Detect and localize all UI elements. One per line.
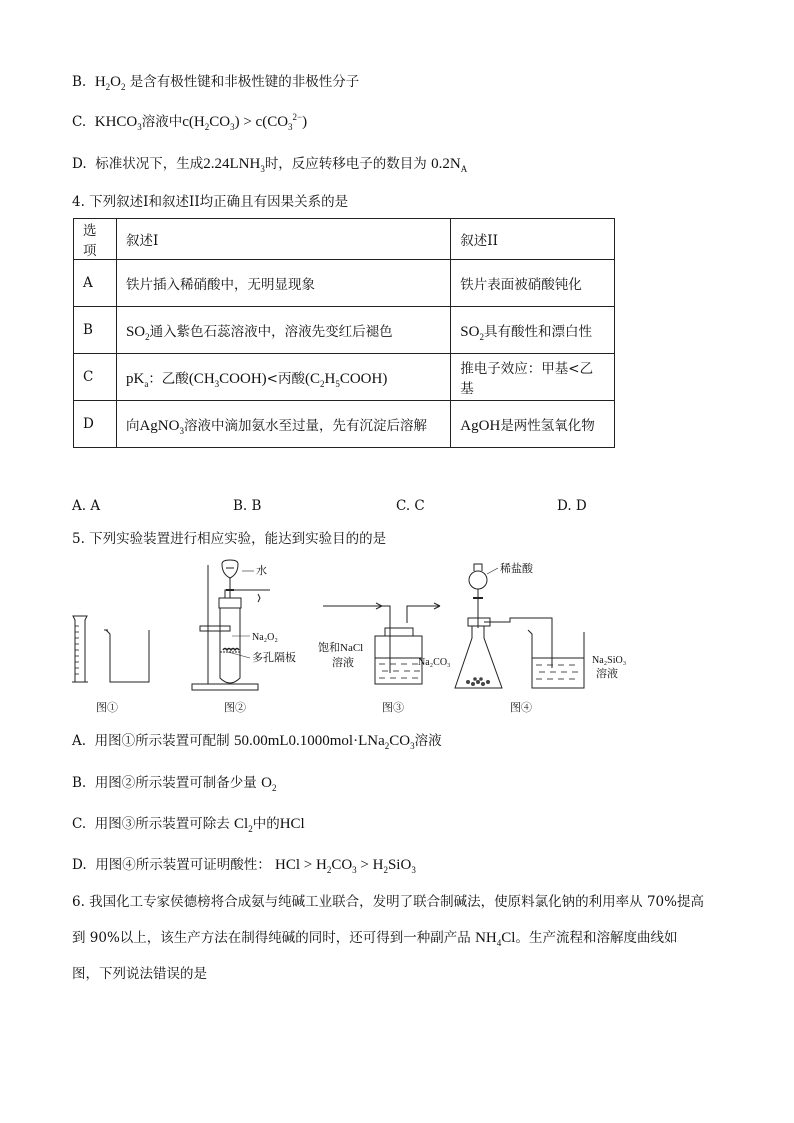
label-solution-4: 溶液	[596, 668, 618, 680]
label-porous-plate: 多孔隔板	[252, 652, 296, 664]
table-header-row	[74, 219, 615, 260]
q5-option-b: B. 用图②所示装置可制备少量 $O_2$	[72, 775, 277, 793]
formula-02na: $0.2N_A$	[431, 156, 468, 174]
q5-option-a: A. 用图①所示装置可配制 $50.00mL0.1000mol\cdot LNa_2CO_3$溶液	[72, 733, 442, 751]
formula-224l-nh3: $2.24LNH_3$	[203, 156, 265, 174]
header-statement-1: 叙述I	[116, 219, 450, 260]
label-dilute-hcl: 稀盐酸	[500, 563, 533, 575]
formula-concentration: $50.00mL0.1000mol\cdot LNa_2CO_3$	[233, 733, 415, 751]
header-statement-2: 叙述II	[451, 219, 615, 260]
figure-1-cylinder-beaker	[72, 616, 149, 682]
formula-c2h5cooh: $(C_2H_5COOH)$	[304, 370, 388, 389]
formula-so2: $SO_2$	[460, 323, 484, 342]
caption-fig2: 图②	[224, 702, 246, 714]
table-row: D 向AgNO$_3$溶液中滴加氨水至过量，先有沉淀后溶解 AgOH是两性氢氧化物	[74, 401, 615, 448]
formula-cl2: $Cl_2$	[234, 816, 253, 834]
formula-agoh: AgOH	[460, 417, 501, 434]
label-na2o2: Na₂O₂	[252, 632, 278, 643]
q3-option-b: B. $H_2O_2$ 是含有极性键和非极性键的非极性分子	[72, 74, 360, 92]
q5-option-d: D. 用图④所示装置可证明酸性： HCl > $H_2CO_3 > H_2SiO_3$	[72, 857, 416, 875]
table-row: B $SO_2$通入紫色石蕊溶液中，溶液先变红后褪色 $SO_2$具有酸性和漂白性	[74, 307, 615, 354]
q4-table	[73, 218, 615, 448]
q4-option-d: D. D	[557, 498, 587, 514]
label-water: 水	[256, 565, 267, 577]
formula-pka: $pK_a$	[125, 370, 149, 389]
apparatus-figures	[70, 558, 640, 718]
q4-stem: 4. 下列叙述I和叙述II均正确且有因果关系的是	[72, 194, 349, 210]
formula-khco3: $KHCO_3$	[94, 114, 142, 132]
formula-so2: $SO_2$	[125, 323, 150, 342]
q4-option-b: B. B	[233, 498, 262, 514]
label-solution-3: 溶液	[332, 657, 354, 669]
formula-ch3cooh: $(CH_3COOH)$	[188, 370, 267, 389]
table-row: A 铁片插入稀硝酸中，无明显现象 铁片表面被硝酸钝化	[74, 260, 615, 307]
header-option: 选项	[74, 219, 117, 260]
q4-option-c: C. C	[396, 498, 425, 514]
caption-fig1: 图①	[96, 702, 118, 714]
q5-option-c: C. 用图③所示装置可除去 $Cl_2$中的HCl	[72, 816, 305, 834]
label-na2sio3: Na₂SiO₃	[592, 655, 627, 666]
q5-stem: 5. 下列实验装置进行相应实验，能达到实验目的的是	[72, 531, 387, 547]
formula-nh4cl: $NH_4Cl$	[475, 930, 516, 948]
label-na2co3: Na₂CO₃	[418, 657, 451, 668]
formula-agno3: AgNO$_3$	[139, 417, 184, 436]
label-sat-nacl: 饱和NaCl	[318, 642, 364, 654]
table-row: C $pK_a$：乙酸$(CH_3COOH)<$丙酸$(C_2H_5COOH)$ 推电子效应：甲基<乙基	[74, 354, 615, 401]
figure-4-flask-beaker	[455, 564, 584, 688]
formula-o2: $O_2$	[261, 775, 277, 793]
q3-option-c: C. $KHCO_3$溶液中$c(H_2CO_3) > c(CO_3^{2-})$	[72, 112, 308, 132]
figure-2-stand-tube	[192, 560, 270, 690]
formula-hcl: HCl	[279, 816, 305, 832]
caption-fig4: 图④	[510, 702, 532, 714]
q4-option-a: A. A	[72, 498, 101, 514]
q3-option-d: D. 标准状况下，生成$2.24LNH_3$时，反应转移电子的数目为 $0.2N_A$	[72, 156, 468, 174]
q6-paragraph: 6. 我国化工专家侯德榜将合成氨与纯碱工业联合，发明了联合制碱法，使原料氯化钠的利用率从 70%提高 到 90%以上，该生产方法在制得纯碱的同时，还可得到一种副产品 $NH_4Cl$。生产流程和溶解度曲线如 图，下列说法错误的是	[72, 894, 704, 982]
formula-acidity-order: HCl > $H_2CO_3 > H_2SiO_3$	[275, 857, 416, 875]
formula-inequality: $c(H_2CO_3) > c(CO_3^{2-})$	[182, 112, 308, 132]
formula-h2o2: $H_2O_2$	[94, 74, 126, 92]
caption-fig3: 图③	[382, 702, 404, 714]
